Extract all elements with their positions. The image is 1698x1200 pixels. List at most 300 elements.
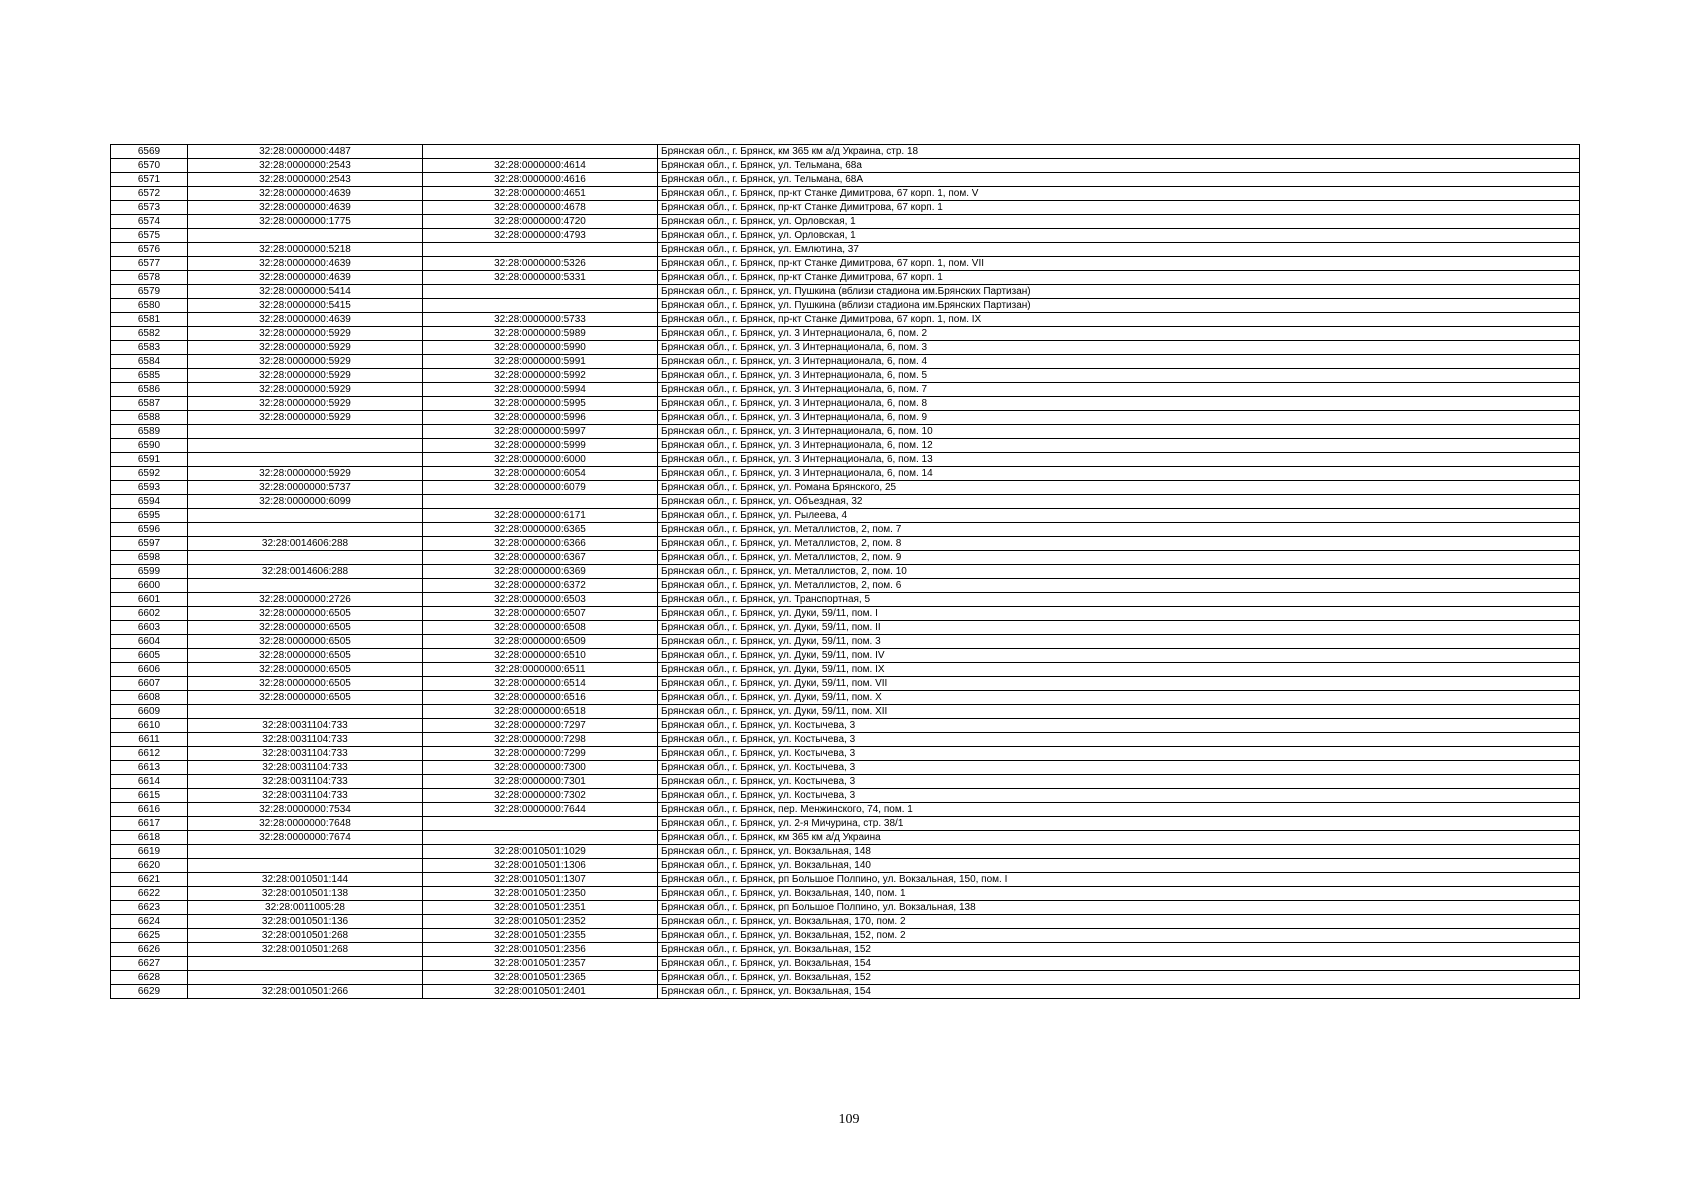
row-number-cell: 6585 — [111, 369, 188, 383]
address-cell: Брянская обл., г. Брянск, ул. Вокзальная, 152 — [658, 971, 1580, 985]
address-cell: Брянская обл., г. Брянск, ул. Вокзальная, 140, пом. 1 — [658, 887, 1580, 901]
address-cell: Брянская обл., г. Брянск, ул. Костычева, 3 — [658, 775, 1580, 789]
address-cell: Брянская обл., г. Брянск, ул. Тельмана, 68А — [658, 173, 1580, 187]
cadastral-number-cell: 32:28:0000000:6372 — [423, 579, 658, 593]
table-row — [111, 173, 1580, 187]
table-row — [111, 719, 1580, 733]
parent-cadastral-number-cell: 32:28:0000000:6505 — [188, 649, 423, 663]
table-row — [111, 593, 1580, 607]
parent-cadastral-number-cell: 32:28:0014606:288 — [188, 565, 423, 579]
address-cell: Брянская обл., г. Брянск, ул. 3 Интернационала, 6, пом. 7 — [658, 383, 1580, 397]
row-number-cell: 6597 — [111, 537, 188, 551]
address-cell: Брянская обл., г. Брянск, ул. Костычева, 3 — [658, 761, 1580, 775]
table-row — [111, 551, 1580, 565]
address-cell: Брянская обл., г. Брянск, ул. Дуки, 59/11, пом. IX — [658, 663, 1580, 677]
cadastral-number-cell: 32:28:0000000:4651 — [423, 187, 658, 201]
table-row — [111, 565, 1580, 579]
table-row — [111, 425, 1580, 439]
cadastral-number-cell: 32:28:0000000:6054 — [423, 467, 658, 481]
cadastral-number-cell: 32:28:0000000:4616 — [423, 173, 658, 187]
row-number-cell: 6614 — [111, 775, 188, 789]
row-number-cell: 6605 — [111, 649, 188, 663]
parent-cadastral-number-cell: 32:28:0000000:5929 — [188, 411, 423, 425]
row-number-cell: 6596 — [111, 523, 188, 537]
table-row — [111, 775, 1580, 789]
address-cell: Брянская обл., г. Брянск, ул. Костычева, 3 — [658, 733, 1580, 747]
address-cell: Брянская обл., г. Брянск, ул. Вокзальная, 154 — [658, 957, 1580, 971]
address-cell: Брянская обл., г. Брянск, ул. Емлютина, 37 — [658, 243, 1580, 257]
address-cell: Брянская обл., г. Брянск, ул. Транспортная, 5 — [658, 593, 1580, 607]
row-number-cell: 6613 — [111, 761, 188, 775]
table-row — [111, 817, 1580, 831]
address-cell: Брянская обл., г. Брянск, ул. Дуки, 59/11, пом. IV — [658, 649, 1580, 663]
parent-cadastral-number-cell — [188, 509, 423, 523]
parent-cadastral-number-cell: 32:28:0000000:6505 — [188, 635, 423, 649]
row-number-cell: 6591 — [111, 453, 188, 467]
table-row — [111, 705, 1580, 719]
parent-cadastral-number-cell — [188, 705, 423, 719]
cadastral-number-cell: 32:28:0000000:5997 — [423, 425, 658, 439]
cadastral-number-cell: 32:28:0000000:6503 — [423, 593, 658, 607]
table-row — [111, 607, 1580, 621]
parent-cadastral-number-cell: 32:28:0000000:5929 — [188, 397, 423, 411]
parent-cadastral-number-cell: 32:28:0010501:144 — [188, 873, 423, 887]
cadastral-number-cell: 32:28:0000000:6516 — [423, 691, 658, 705]
row-number-cell: 6609 — [111, 705, 188, 719]
cadastral-number-cell: 32:28:0000000:4793 — [423, 229, 658, 243]
table-row — [111, 929, 1580, 943]
address-cell: Брянская обл., г. Брянск, ул. 3 Интернационала, 6, пом. 5 — [658, 369, 1580, 383]
row-number-cell: 6571 — [111, 173, 188, 187]
cadastral-number-cell: 32:28:0000000:6365 — [423, 523, 658, 537]
cadastral-number-cell: 32:28:0000000:5733 — [423, 313, 658, 327]
parent-cadastral-number-cell: 32:28:0031104:733 — [188, 775, 423, 789]
cadastral-number-cell: 32:28:0000000:4678 — [423, 201, 658, 215]
address-cell: Брянская обл., г. Брянск, ул. Дуки, 59/11, пом. I — [658, 607, 1580, 621]
row-number-cell: 6572 — [111, 187, 188, 201]
address-cell: Брянская обл., г. Брянск, км 365 км а/д Украина — [658, 831, 1580, 845]
row-number-cell: 6598 — [111, 551, 188, 565]
row-number-cell: 6586 — [111, 383, 188, 397]
table-row — [111, 341, 1580, 355]
cadastral-number-cell: 32:28:0000000:7644 — [423, 803, 658, 817]
address-cell: Брянская обл., г. Брянск, рп Большое Полпино, ул. Вокзальная, 138 — [658, 901, 1580, 915]
cadastral-number-cell: 32:28:0000000:6000 — [423, 453, 658, 467]
table-row — [111, 383, 1580, 397]
cadastral-number-cell: 32:28:0000000:6366 — [423, 537, 658, 551]
row-number-cell: 6602 — [111, 607, 188, 621]
address-cell: Брянская обл., г. Брянск, ул. Романа Брянского, 25 — [658, 481, 1580, 495]
parent-cadastral-number-cell: 32:28:0000000:2726 — [188, 593, 423, 607]
row-number-cell: 6573 — [111, 201, 188, 215]
cadastral-number-cell: 32:28:0000000:5991 — [423, 355, 658, 369]
row-number-cell: 6606 — [111, 663, 188, 677]
parent-cadastral-number-cell: 32:28:0000000:4487 — [188, 145, 423, 159]
row-number-cell: 6628 — [111, 971, 188, 985]
cadastral-number-cell — [423, 495, 658, 509]
table-row — [111, 271, 1580, 285]
row-number-cell: 6617 — [111, 817, 188, 831]
parent-cadastral-number-cell — [188, 579, 423, 593]
parent-cadastral-number-cell — [188, 845, 423, 859]
table-row — [111, 481, 1580, 495]
cadastral-number-cell: 32:28:0010501:1307 — [423, 873, 658, 887]
table-row — [111, 649, 1580, 663]
row-number-cell: 6608 — [111, 691, 188, 705]
cadastral-number-cell: 32:28:0000000:5995 — [423, 397, 658, 411]
cadastral-number-cell — [423, 831, 658, 845]
parent-cadastral-number-cell: 32:28:0000000:6505 — [188, 607, 423, 621]
table-row — [111, 201, 1580, 215]
parent-cadastral-number-cell: 32:28:0010501:268 — [188, 929, 423, 943]
row-number-cell: 6611 — [111, 733, 188, 747]
address-cell: Брянская обл., г. Брянск, ул. 3 Интернационала, 6, пом. 14 — [658, 467, 1580, 481]
parent-cadastral-number-cell — [188, 425, 423, 439]
table-row — [111, 985, 1580, 999]
address-cell: Брянская обл., г. Брянск, ул. Дуки, 59/11, пом. II — [658, 621, 1580, 635]
address-cell: Брянская обл., г. Брянск, ул. Костычева, 3 — [658, 719, 1580, 733]
row-number-cell: 6624 — [111, 915, 188, 929]
table-row — [111, 845, 1580, 859]
page-number: 109 — [838, 1112, 860, 1127]
table-row — [111, 747, 1580, 761]
table-row — [111, 691, 1580, 705]
property-table — [110, 144, 1580, 999]
parent-cadastral-number-cell: 32:28:0000000:6099 — [188, 495, 423, 509]
address-cell: Брянская обл., г. Брянск, ул. Дуки, 59/11, пом. X — [658, 691, 1580, 705]
parent-cadastral-number-cell: 32:28:0031104:733 — [188, 733, 423, 747]
table-row — [111, 439, 1580, 453]
address-cell: Брянская обл., г. Брянск, рп Большое Полпино, ул. Вокзальная, 150, пом. I — [658, 873, 1580, 887]
parent-cadastral-number-cell: 32:28:0000000:4639 — [188, 201, 423, 215]
table-row — [111, 635, 1580, 649]
table-row — [111, 159, 1580, 173]
parent-cadastral-number-cell: 32:28:0010501:266 — [188, 985, 423, 999]
row-number-cell: 6584 — [111, 355, 188, 369]
parent-cadastral-number-cell: 32:28:0000000:4639 — [188, 257, 423, 271]
row-number-cell: 6579 — [111, 285, 188, 299]
address-cell: Брянская обл., г. Брянск, ул. Вокзальная, 152, пом. 2 — [658, 929, 1580, 943]
parent-cadastral-number-cell: 32:28:0000000:5218 — [188, 243, 423, 257]
row-number-cell: 6595 — [111, 509, 188, 523]
address-cell: Брянская обл., г. Брянск, ул. Металлистов, 2, пом. 8 — [658, 537, 1580, 551]
cadastral-number-cell: 32:28:0000000:6511 — [423, 663, 658, 677]
cadastral-number-cell: 32:28:0000000:5994 — [423, 383, 658, 397]
row-number-cell: 6601 — [111, 593, 188, 607]
parent-cadastral-number-cell: 32:28:0000000:6505 — [188, 691, 423, 705]
table-row — [111, 831, 1580, 845]
parent-cadastral-number-cell: 32:28:0000000:4639 — [188, 187, 423, 201]
address-cell: Брянская обл., г. Брянск, ул. Орловская, 1 — [658, 229, 1580, 243]
row-number-cell: 6593 — [111, 481, 188, 495]
table-row — [111, 901, 1580, 915]
address-cell: Брянская обл., г. Брянск, ул. Вокзальная, 148 — [658, 845, 1580, 859]
parent-cadastral-number-cell — [188, 439, 423, 453]
table-row — [111, 677, 1580, 691]
address-cell: Брянская обл., г. Брянск, ул. 3 Интернационала, 6, пом. 3 — [658, 341, 1580, 355]
row-number-cell: 6574 — [111, 215, 188, 229]
row-number-cell: 6592 — [111, 467, 188, 481]
cadastral-number-cell — [423, 145, 658, 159]
parent-cadastral-number-cell: 32:28:0000000:4639 — [188, 313, 423, 327]
row-number-cell: 6581 — [111, 313, 188, 327]
cadastral-number-cell: 32:28:0010501:2351 — [423, 901, 658, 915]
row-number-cell: 6589 — [111, 425, 188, 439]
row-number-cell: 6626 — [111, 943, 188, 957]
table-row — [111, 369, 1580, 383]
parent-cadastral-number-cell: 32:28:0000000:7534 — [188, 803, 423, 817]
parent-cadastral-number-cell: 32:28:0000000:1775 — [188, 215, 423, 229]
address-cell: Брянская обл., г. Брянск, ул. Вокзальная, 152 — [658, 943, 1580, 957]
parent-cadastral-number-cell: 32:28:0000000:5929 — [188, 355, 423, 369]
parent-cadastral-number-cell: 32:28:0000000:6505 — [188, 621, 423, 635]
cadastral-number-cell: 32:28:0010501:2356 — [423, 943, 658, 957]
row-number-cell: 6599 — [111, 565, 188, 579]
parent-cadastral-number-cell: 32:28:0031104:733 — [188, 789, 423, 803]
table-row — [111, 187, 1580, 201]
cadastral-number-cell: 32:28:0010501:2365 — [423, 971, 658, 985]
parent-cadastral-number-cell: 32:28:0000000:5415 — [188, 299, 423, 313]
table-row — [111, 467, 1580, 481]
cadastral-number-cell: 32:28:0000000:7300 — [423, 761, 658, 775]
table-row — [111, 411, 1580, 425]
cadastral-number-cell — [423, 299, 658, 313]
table-row — [111, 733, 1580, 747]
table-row — [111, 229, 1580, 243]
cadastral-number-cell: 32:28:0010501:2357 — [423, 957, 658, 971]
row-number-cell: 6616 — [111, 803, 188, 817]
cadastral-number-cell: 32:28:0010501:1306 — [423, 859, 658, 873]
cadastral-number-cell: 32:28:0000000:7299 — [423, 747, 658, 761]
row-number-cell: 6578 — [111, 271, 188, 285]
parent-cadastral-number-cell — [188, 971, 423, 985]
row-number-cell: 6627 — [111, 957, 188, 971]
address-cell: Брянская обл., г. Брянск, ул. 2-я Мичурина, стр. 38/1 — [658, 817, 1580, 831]
row-number-cell: 6575 — [111, 229, 188, 243]
cadastral-number-cell: 32:28:0000000:5996 — [423, 411, 658, 425]
address-cell: Брянская обл., г. Брянск, ул. Металлистов, 2, пом. 6 — [658, 579, 1580, 593]
parent-cadastral-number-cell — [188, 551, 423, 565]
cadastral-number-cell: 32:28:0000000:6518 — [423, 705, 658, 719]
row-number-cell: 6569 — [111, 145, 188, 159]
parent-cadastral-number-cell — [188, 453, 423, 467]
cadastral-number-cell: 32:28:0000000:5326 — [423, 257, 658, 271]
row-number-cell: 6583 — [111, 341, 188, 355]
address-cell: Брянская обл., г. Брянск, ул. Дуки, 59/11, пом. XII — [658, 705, 1580, 719]
table-row — [111, 761, 1580, 775]
address-cell: Брянская обл., г. Брянск, ул. Вокзальная, 154 — [658, 985, 1580, 999]
parent-cadastral-number-cell: 32:28:0000000:7648 — [188, 817, 423, 831]
row-number-cell: 6620 — [111, 859, 188, 873]
parent-cadastral-number-cell: 32:28:0014606:288 — [188, 537, 423, 551]
cadastral-number-cell: 32:28:0000000:6171 — [423, 509, 658, 523]
cadastral-number-cell: 32:28:0000000:6510 — [423, 649, 658, 663]
row-number-cell: 6622 — [111, 887, 188, 901]
address-cell: Брянская обл., г. Брянск, пр-кт Станке Димитрова, 67 корп. 1, пом. IX — [658, 313, 1580, 327]
cadastral-number-cell: 32:28:0000000:6079 — [423, 481, 658, 495]
cadastral-number-cell: 32:28:0000000:4720 — [423, 215, 658, 229]
row-number-cell: 6607 — [111, 677, 188, 691]
row-number-cell: 6582 — [111, 327, 188, 341]
table-row — [111, 957, 1580, 971]
cadastral-number-cell: 32:28:0000000:6369 — [423, 565, 658, 579]
address-cell: Брянская обл., г. Брянск, ул. 3 Интернационала, 6, пом. 9 — [658, 411, 1580, 425]
cadastral-number-cell: 32:28:0010501:2355 — [423, 929, 658, 943]
row-number-cell: 6604 — [111, 635, 188, 649]
row-number-cell: 6612 — [111, 747, 188, 761]
table-row — [111, 859, 1580, 873]
address-cell: Брянская обл., г. Брянск, пр-кт Станке Димитрова, 67 корп. 1 — [658, 271, 1580, 285]
parent-cadastral-number-cell — [188, 229, 423, 243]
table-row — [111, 509, 1580, 523]
address-cell: Брянская обл., г. Брянск, пер. Менжинского, 74, пом. 1 — [658, 803, 1580, 817]
parent-cadastral-number-cell — [188, 957, 423, 971]
table-row — [111, 971, 1580, 985]
row-number-cell: 6587 — [111, 397, 188, 411]
table-row — [111, 789, 1580, 803]
table-row — [111, 523, 1580, 537]
parent-cadastral-number-cell: 32:28:0000000:2543 — [188, 173, 423, 187]
cadastral-number-cell: 32:28:0010501:1029 — [423, 845, 658, 859]
address-cell: Брянская обл., г. Брянск, ул. 3 Интернационала, 6, пом. 12 — [658, 439, 1580, 453]
address-cell: Брянская обл., г. Брянск, ул. Костычева, 3 — [658, 747, 1580, 761]
cadastral-number-cell: 32:28:0000000:6367 — [423, 551, 658, 565]
table-row — [111, 621, 1580, 635]
table-row — [111, 803, 1580, 817]
parent-cadastral-number-cell — [188, 859, 423, 873]
table-row — [111, 915, 1580, 929]
parent-cadastral-number-cell: 32:28:0031104:733 — [188, 761, 423, 775]
table-row — [111, 327, 1580, 341]
table-row — [111, 663, 1580, 677]
row-number-cell: 6594 — [111, 495, 188, 509]
table-row — [111, 453, 1580, 467]
cadastral-number-cell: 32:28:0000000:4614 — [423, 159, 658, 173]
cadastral-number-cell: 32:28:0000000:6508 — [423, 621, 658, 635]
parent-cadastral-number-cell: 32:28:0031104:733 — [188, 719, 423, 733]
cadastral-number-cell: 32:28:0010501:2401 — [423, 985, 658, 999]
address-cell: Брянская обл., г. Брянск, ул. 3 Интернационала, 6, пом. 13 — [658, 453, 1580, 467]
table-row — [111, 313, 1580, 327]
row-number-cell: 6588 — [111, 411, 188, 425]
address-cell: Брянская обл., г. Брянск, ул. Орловская, 1 — [658, 215, 1580, 229]
address-cell: Брянская обл., г. Брянск, ул. Пушкина (вблизи стадиона им.Брянских Партизан) — [658, 299, 1580, 313]
address-cell: Брянская обл., г. Брянск, ул. Дуки, 59/11, пом. VII — [658, 677, 1580, 691]
address-cell: Брянская обл., г. Брянск, ул. 3 Интернационала, 6, пом. 4 — [658, 355, 1580, 369]
cadastral-number-cell: 32:28:0000000:6507 — [423, 607, 658, 621]
address-cell: Брянская обл., г. Брянск, пр-кт Станке Димитрова, 67 корп. 1 — [658, 201, 1580, 215]
parent-cadastral-number-cell: 32:28:0000000:5737 — [188, 481, 423, 495]
row-number-cell: 6577 — [111, 257, 188, 271]
table-row — [111, 299, 1580, 313]
cadastral-number-cell: 32:28:0000000:5999 — [423, 439, 658, 453]
parent-cadastral-number-cell: 32:28:0000000:5929 — [188, 327, 423, 341]
property-table-body — [111, 145, 1580, 999]
row-number-cell: 6625 — [111, 929, 188, 943]
table-row — [111, 537, 1580, 551]
address-cell: Брянская обл., г. Брянск, ул. Вокзальная, 170, пом. 2 — [658, 915, 1580, 929]
cadastral-number-cell: 32:28:0000000:5331 — [423, 271, 658, 285]
parent-cadastral-number-cell: 32:28:0000000:5929 — [188, 467, 423, 481]
parent-cadastral-number-cell: 32:28:0010501:138 — [188, 887, 423, 901]
cadastral-number-cell: 32:28:0000000:5992 — [423, 369, 658, 383]
row-number-cell: 6618 — [111, 831, 188, 845]
table-row — [111, 943, 1580, 957]
cadastral-number-cell: 32:28:0000000:6509 — [423, 635, 658, 649]
parent-cadastral-number-cell: 32:28:0000000:5414 — [188, 285, 423, 299]
cadastral-number-cell: 32:28:0000000:7297 — [423, 719, 658, 733]
parent-cadastral-number-cell: 32:28:0031104:733 — [188, 747, 423, 761]
table-row — [111, 257, 1580, 271]
address-cell: Брянская обл., г. Брянск, ул. 3 Интернационала, 6, пом. 2 — [658, 327, 1580, 341]
cadastral-number-cell — [423, 817, 658, 831]
parent-cadastral-number-cell: 32:28:0010501:136 — [188, 915, 423, 929]
row-number-cell: 6580 — [111, 299, 188, 313]
address-cell: Брянская обл., г. Брянск, ул. Металлистов, 2, пом. 10 — [658, 565, 1580, 579]
cadastral-number-cell — [423, 285, 658, 299]
parent-cadastral-number-cell: 32:28:0011005:28 — [188, 901, 423, 915]
parent-cadastral-number-cell — [188, 523, 423, 537]
address-cell: Брянская обл., г. Брянск, ул. Рылеева, 4 — [658, 509, 1580, 523]
address-cell: Брянская обл., г. Брянск, ул. Костычева, 3 — [658, 789, 1580, 803]
parent-cadastral-number-cell: 32:28:0000000:5929 — [188, 383, 423, 397]
parent-cadastral-number-cell: 32:28:0000000:2543 — [188, 159, 423, 173]
row-number-cell: 6570 — [111, 159, 188, 173]
cadastral-number-cell: 32:28:0000000:5990 — [423, 341, 658, 355]
table-row — [111, 579, 1580, 593]
cadastral-number-cell: 32:28:0000000:7301 — [423, 775, 658, 789]
cadastral-number-cell: 32:28:0010501:2350 — [423, 887, 658, 901]
parent-cadastral-number-cell: 32:28:0000000:5929 — [188, 341, 423, 355]
table-row — [111, 397, 1580, 411]
cadastral-number-cell: 32:28:0000000:7302 — [423, 789, 658, 803]
address-cell: Брянская обл., г. Брянск, ул. Объездная, 32 — [658, 495, 1580, 509]
table-row — [111, 355, 1580, 369]
table-row — [111, 215, 1580, 229]
row-number-cell: 6619 — [111, 845, 188, 859]
address-cell: Брянская обл., г. Брянск, ул. Пушкина (вблизи стадиона им.Брянских Партизан) — [658, 285, 1580, 299]
parent-cadastral-number-cell: 32:28:0000000:4639 — [188, 271, 423, 285]
table-row — [111, 495, 1580, 509]
parent-cadastral-number-cell: 32:28:0000000:7674 — [188, 831, 423, 845]
row-number-cell: 6610 — [111, 719, 188, 733]
row-number-cell: 6576 — [111, 243, 188, 257]
row-number-cell: 6603 — [111, 621, 188, 635]
address-cell: Брянская обл., г. Брянск, ул. 3 Интернационала, 6, пом. 8 — [658, 397, 1580, 411]
address-cell: Брянская обл., г. Брянск, км 365 км а/д Украина, стр. 18 — [658, 145, 1580, 159]
table-row — [111, 243, 1580, 257]
row-number-cell: 6621 — [111, 873, 188, 887]
parent-cadastral-number-cell: 32:28:0000000:6505 — [188, 677, 423, 691]
address-cell: Брянская обл., г. Брянск, ул. Тельмана, 68а — [658, 159, 1580, 173]
cadastral-number-cell — [423, 243, 658, 257]
parent-cadastral-number-cell: 32:28:0010501:268 — [188, 943, 423, 957]
row-number-cell: 6615 — [111, 789, 188, 803]
cadastral-number-cell: 32:28:0010501:2352 — [423, 915, 658, 929]
address-cell: Брянская обл., г. Брянск, пр-кт Станке Димитрова, 67 корп. 1, пом. V — [658, 187, 1580, 201]
cadastral-number-cell: 32:28:0000000:7298 — [423, 733, 658, 747]
address-cell: Брянская обл., г. Брянск, ул. Дуки, 59/11, пом. 3 — [658, 635, 1580, 649]
row-number-cell: 6600 — [111, 579, 188, 593]
cadastral-number-cell: 32:28:0000000:6514 — [423, 677, 658, 691]
table-row — [111, 873, 1580, 887]
address-cell: Брянская обл., г. Брянск, ул. Металлистов, 2, пом. 7 — [658, 523, 1580, 537]
address-cell: Брянская обл., г. Брянск, ул. 3 Интернационала, 6, пом. 10 — [658, 425, 1580, 439]
parent-cadastral-number-cell: 32:28:0000000:5929 — [188, 369, 423, 383]
table-row — [111, 285, 1580, 299]
address-cell: Брянская обл., г. Брянск, ул. Металлистов, 2, пом. 9 — [658, 551, 1580, 565]
address-cell: Брянская обл., г. Брянск, ул. Вокзальная, 140 — [658, 859, 1580, 873]
